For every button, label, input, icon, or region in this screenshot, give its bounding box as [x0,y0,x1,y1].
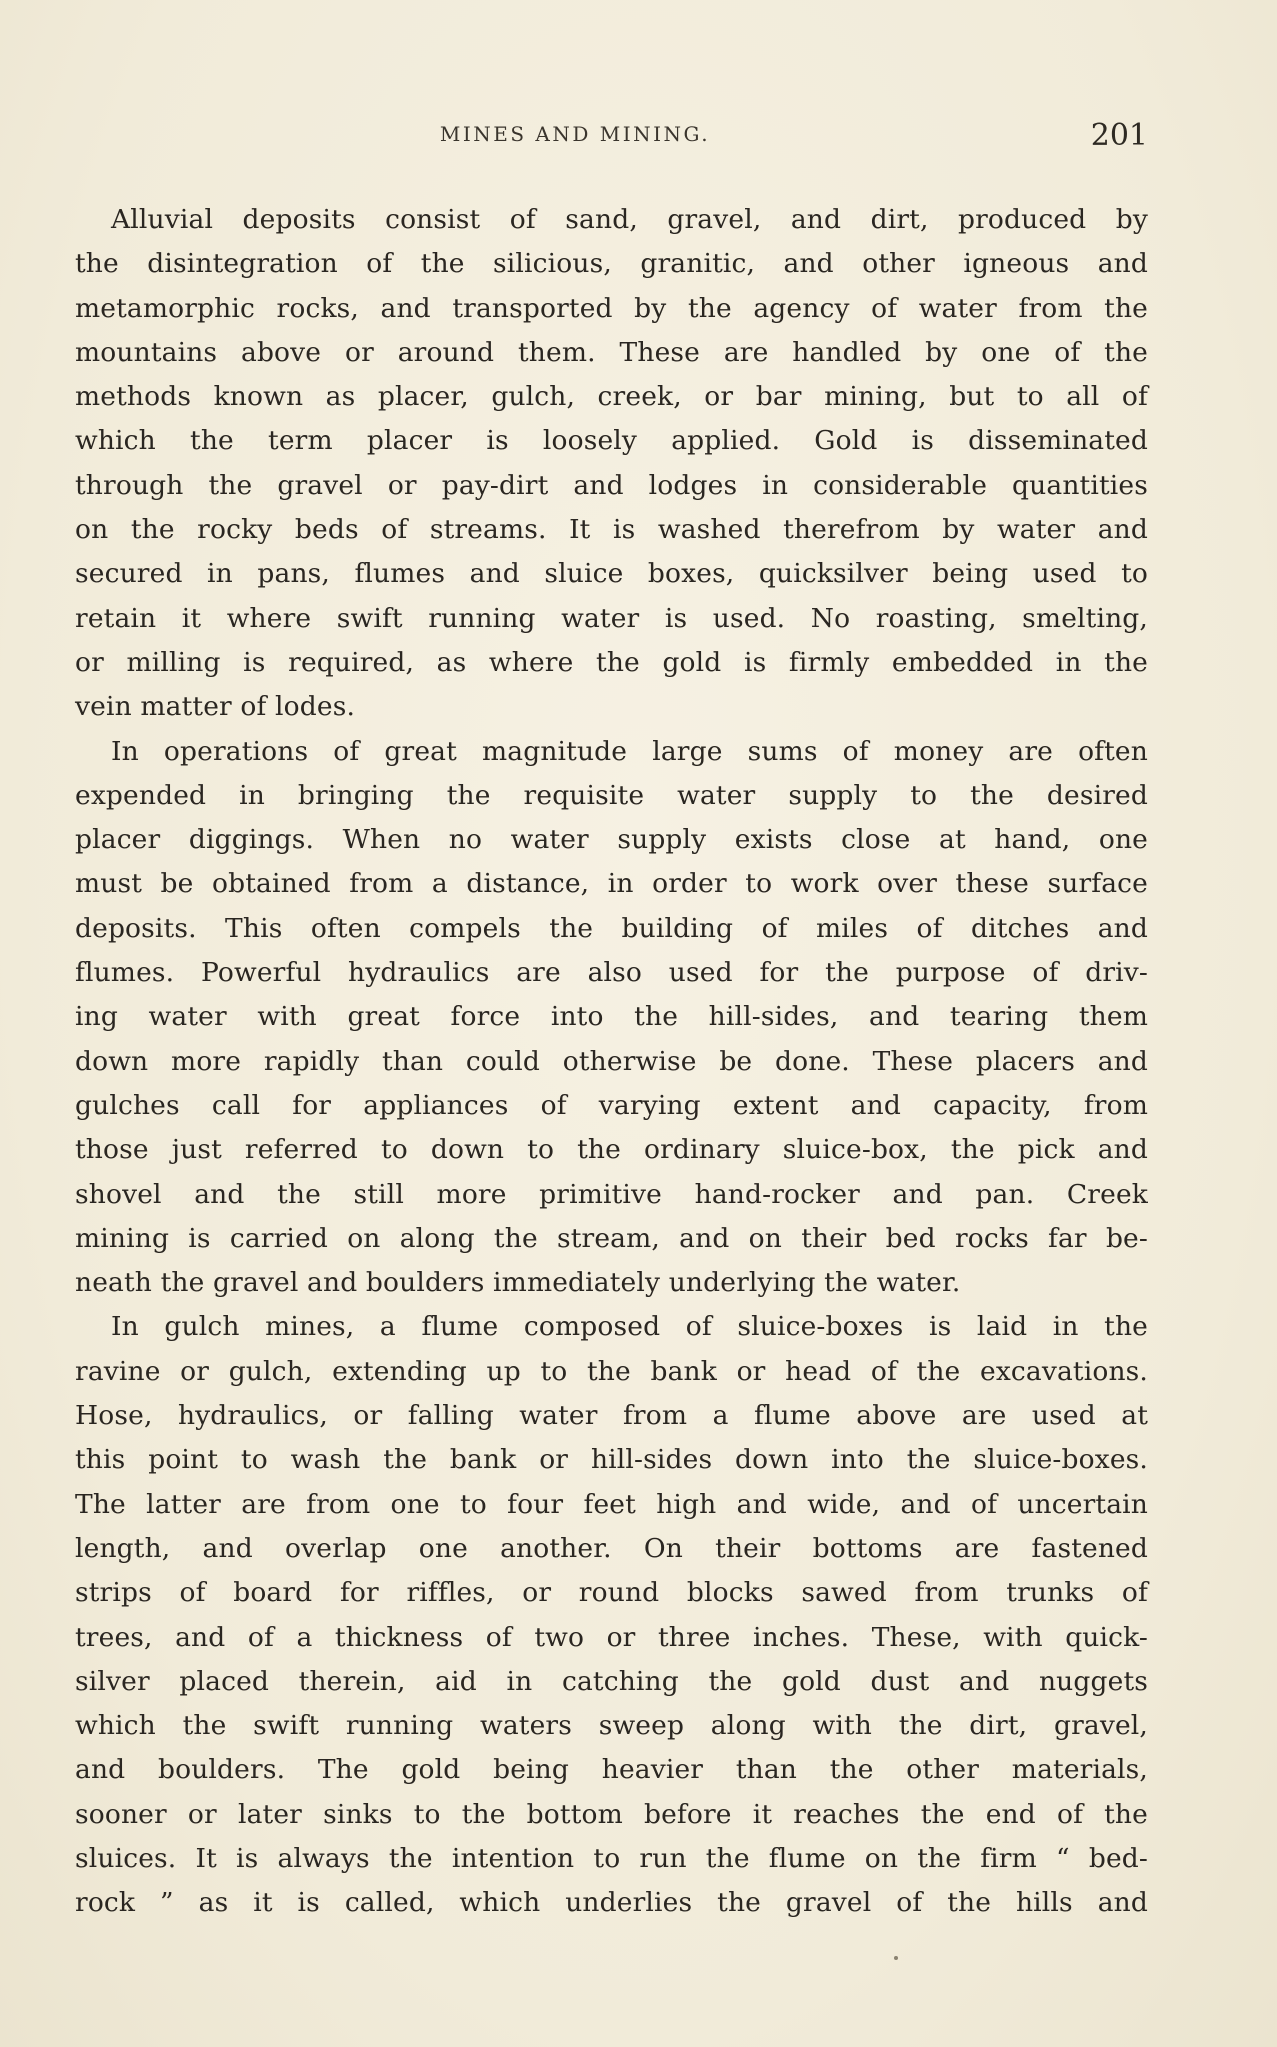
text-line: on the rocky beds of streams. It is washed therefrom by water and [75,514,1148,546]
text-line: and boulders. The gold being heavier than the other materials, [75,1754,1148,1786]
text-line: or milling is required, as where the gold is firmly embedded in the [75,646,1148,678]
text-line: through the gravel or pay-dirt and lodges in considerable quantities [75,469,1148,501]
text-line: metamorphic rocks, and transported by the agency of water from the [75,292,1148,324]
text-line: the disintegration of the silicious, granitic, and other igneous and [75,248,1148,280]
text-line: methods known as placer, gulch, creek, or bar mining, but to all of [75,381,1148,413]
text-line: vein matter of lodes. [75,691,356,723]
text-line: secured in pans, flumes and sluice boxes, quicksilver being used to [75,558,1148,590]
text-line: silver placed therein, aid in catching the gold dust and nuggets [75,1665,1148,1697]
text-line: expended in bringing the requisite water supply to the desired [75,779,1148,811]
text-line: rock ” as it is called, which underlies the gravel of the hills and [75,1887,1148,1919]
text-line: The latter are from one to four feet high and wide, and of uncertain [75,1488,1148,1520]
text-line: ravine or gulch, extending up to the bank or head of the excavations. [75,1355,1148,1387]
text-line: length, and overlap one another. On their bottoms are fastened [75,1532,1148,1564]
body-text [75,198,1148,1926]
text-line: down more rapidly than could otherwise be done. These placers and [75,1045,1148,1077]
page-header [75,118,1148,158]
text-line: retain it where swift running water is used. No roasting, smelting, [75,602,1148,634]
text-line: strips of board for riffles, or round blocks sawed from trunks of [75,1577,1148,1609]
text-line: In gulch mines, a flume composed of sluice-boxes is laid in the [111,1311,1148,1343]
text-line: must be obtained from a distance, in order to work over these surface [75,868,1148,900]
text-line: deposits. This often compels the building of miles of ditches and [75,912,1148,944]
ink-speck [894,1956,898,1960]
text-line: Hose, hydraulics, or falling water from a flume above are used at [75,1400,1148,1432]
text-line: neath the gravel and boulders immediately underlying the water. [75,1267,961,1299]
running-head: MINES AND MINING. [439,122,711,146]
text-line: trees, and of a thickness of two or three inches. These, with quick- [75,1621,1148,1653]
text-line: mountains above or around them. These are handled by one of the [75,336,1148,368]
text-line: mining is carried on along the stream, and on their bed rocks far be- [75,1222,1148,1254]
text-line: sluices. It is always the intention to run the flume on the firm “ bed- [75,1842,1148,1874]
text-line: gulches call for appliances of varying extent and capacity, from [75,1089,1148,1121]
text-line: sooner or later sinks to the bottom before it reaches the end of the [75,1798,1148,1830]
text-line: which the swift running waters sweep along with the dirt, gravel, [75,1710,1148,1742]
text-line: placer diggings. When no water supply exists close at hand, one [75,824,1148,856]
text-line: In operations of great magnitude large sums of money are often [111,735,1148,767]
page-number: 201 [1090,118,1148,153]
text-line: shovel and the still more primitive hand-rocker and pan. Creek [75,1178,1148,1210]
text-line: Alluvial deposits consist of sand, gravel, and dirt, produced by [111,204,1148,235]
text-line: ing water with great force into the hill-sides, and tearing them [75,1001,1148,1033]
text-line: which the term placer is loosely applied. Gold is disseminated [75,425,1148,457]
text-line: flumes. Powerful hydraulics are also used for the purpose of driv- [75,957,1148,989]
text-line: those just referred to down to the ordinary sluice-box, the pick and [75,1134,1148,1166]
text-line: this point to wash the bank or hill-sides down into the sluice-boxes. [75,1444,1148,1476]
